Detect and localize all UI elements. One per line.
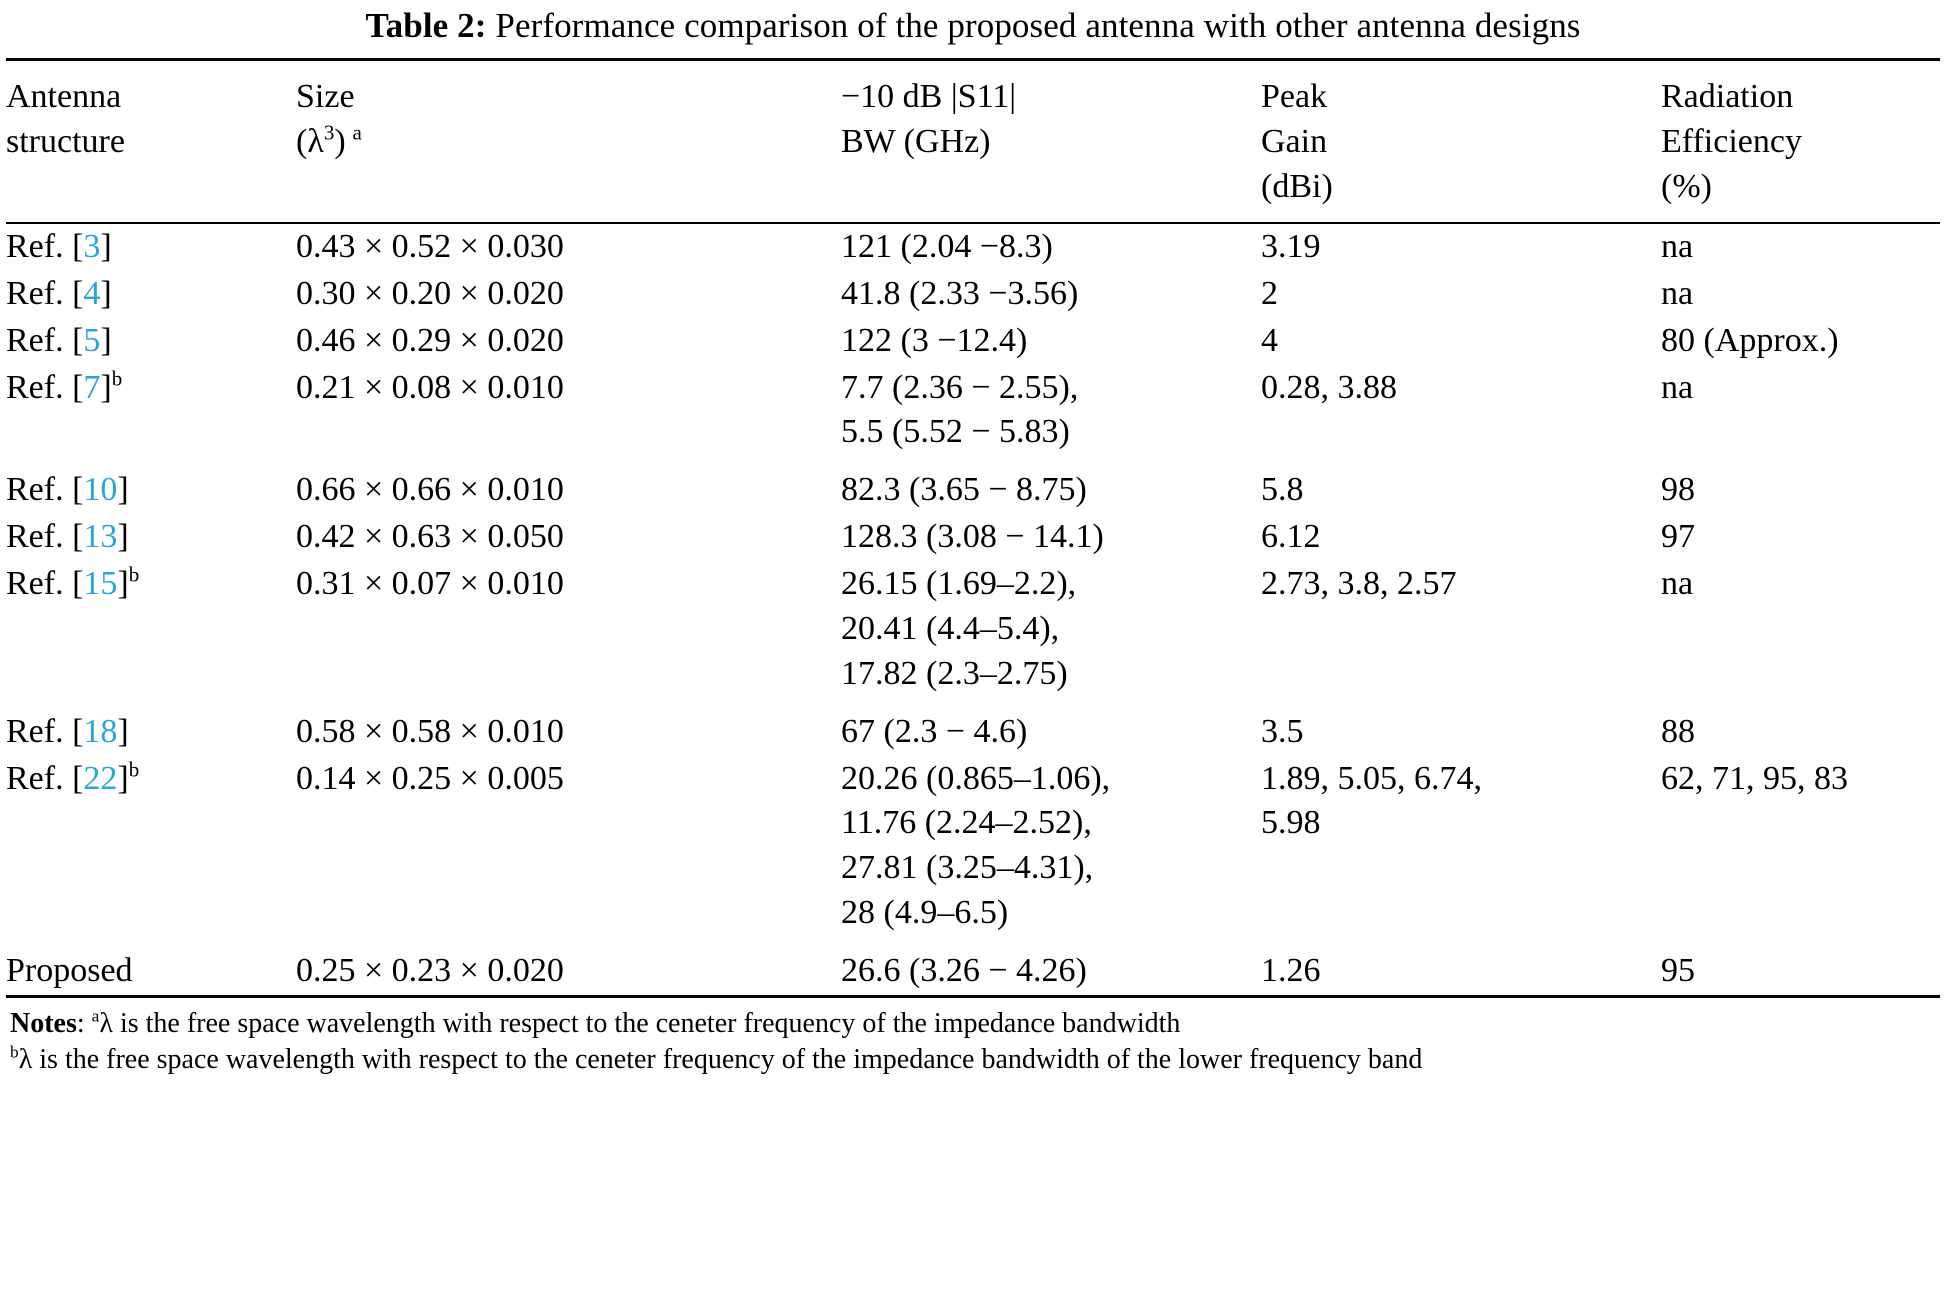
cell-peak-gain [1261,709,1661,756]
cell-radiation-efficiency [1661,271,1940,318]
cell-bandwidth-line: 5.5 (5.52 − 5.83) [841,413,1070,451]
cell-bandwidth [841,561,1261,709]
cell-peak-gain [1261,271,1661,318]
header-bandwidth: −10 dB |S11| BW (GHz) [841,78,1017,161]
header-radiation-efficiency: Radiation Efficiency (%) [1661,78,1802,205]
cell-bandwidth [841,514,1261,561]
cell-antenna-structure [6,467,296,514]
cell-bandwidth-line: 26.6 (3.26 − 4.26) [841,952,1087,989]
cell-size [296,948,841,995]
cell-bandwidth-line: 122 (3 −12.4) [841,321,1028,359]
cell-antenna-structure [6,224,296,271]
cell-size-line: 0.46 × 0.29 × 0.020 [296,321,564,359]
cell-size-line: 0.43 × 0.52 × 0.030 [296,227,564,265]
note-line-1: Notes: $^a$λ is the free space wavelength with respect to the ceneter frequency of the impedance bandwidth [10,1006,1181,1039]
ref-footnote-marker: b [111,366,123,391]
cell-size-line: 0.14 × 0.25 × 0.005 [296,759,564,797]
table-row [6,467,1940,514]
cell-peak-gain-line: 1.89, 5.05, 6.74, [1261,759,1482,797]
cell-size [296,365,841,468]
table-row [6,271,1940,318]
table-row [6,948,1940,995]
cell-bandwidth-line: 17.82 (2.3–2.75) [841,654,1068,692]
cell-radiation-efficiency [1661,514,1940,561]
cell-peak-gain-line: 3.5 [1261,712,1304,750]
table-caption [6,0,1940,58]
cell-antenna-structure [6,271,296,318]
comparison-table-body [6,224,1940,995]
cell-peak-gain-line: 5.8 [1261,471,1304,509]
cell-radiation-efficiency-line: 88 [1661,712,1695,750]
cell-bandwidth-line: 11.76 (2.24–2.52), [841,804,1092,842]
cell-antenna-structure [6,514,296,561]
ref-prefix: Ref. [ [6,368,84,406]
ref-prefix: Ref. [ [6,759,84,797]
cell-peak-gain-line: 5.98 [1261,804,1321,842]
cell-size [296,224,841,271]
ref-prefix: Ref. [ [6,565,84,602]
ref-suffix: ] [117,471,129,509]
cell-radiation-efficiency-line: na [1661,274,1694,312]
cell-bandwidth [841,948,1261,995]
cell-radiation-efficiency-line: 80 (Approx.) [1661,321,1839,359]
header-size: Size $(\lambda^3)$ $^a$ [296,78,362,161]
cell-size-line: 0.31 × 0.07 × 0.010 [296,565,564,602]
reference-link[interactable]: 15 [83,565,118,602]
cell-bandwidth-line: 67 (2.3 − 4.6) [841,712,1028,750]
reference-link[interactable]: 13 [83,518,118,556]
ref-suffix: ] [117,518,129,556]
cell-bandwidth-line: 41.8 (2.33 −3.56) [841,274,1079,312]
ref-suffix: ] [100,227,112,265]
cell-peak-gain-line: 1.26 [1261,952,1321,989]
cell-size [296,514,841,561]
cell-bandwidth [841,318,1261,365]
cell-antenna-structure [6,709,296,756]
cell-peak-gain [1261,561,1661,709]
caption-label: Table 2: [365,6,487,45]
cell-radiation-efficiency-line: na [1661,227,1694,265]
cell-radiation-efficiency-line: na [1661,565,1694,602]
cell-bandwidth-line: 128.3 (3.08 − 14.1) [841,518,1104,556]
cell-peak-gain [1261,318,1661,365]
ref-suffix: ] [117,712,129,750]
ref-prefix: Ref. [ [6,227,84,265]
cell-radiation-efficiency [1661,467,1940,514]
reference-link[interactable]: 4 [83,274,101,312]
cell-radiation-efficiency [1661,756,1940,949]
cell-peak-gain-line: 0.28, 3.88 [1261,368,1397,406]
cell-bandwidth [841,756,1261,949]
header-antenna-structure: Antenna structure [6,78,125,161]
table-row [6,318,1940,365]
cell-bandwidth [841,224,1261,271]
cell-size [296,271,841,318]
cell-size-line: 0.30 × 0.20 × 0.020 [296,274,564,312]
cell-peak-gain [1261,467,1661,514]
cell-antenna-structure: Proposed [6,952,133,989]
comparison-table [6,61,1940,222]
cell-size-line: 0.42 × 0.63 × 0.050 [296,518,564,556]
header-peak-gain: Peak Gain (dBi) [1261,78,1333,205]
cell-size [296,756,841,949]
ref-suffix: ] [100,274,112,312]
ref-footnote-marker: b [128,757,140,782]
cell-size-line: 0.25 × 0.23 × 0.020 [296,952,564,989]
cell-radiation-efficiency [1661,318,1940,365]
ref-prefix: Ref. [ [6,712,84,750]
table-header [6,61,1940,222]
cell-peak-gain-line: 2 [1261,274,1278,312]
cell-size-line: 0.66 × 0.66 × 0.010 [296,471,564,509]
cell-bandwidth [841,709,1261,756]
ref-prefix: Ref. [ [6,321,84,359]
caption-text: Performance comparison of the proposed antenna with other antenna designs [495,6,1581,45]
table-row [6,514,1940,561]
cell-bandwidth-line: 121 (2.04 −8.3) [841,227,1053,265]
cell-peak-gain [1261,224,1661,271]
cell-radiation-efficiency-line: 62, 71, 95, 83 [1661,759,1848,797]
reference-link[interactable]: 10 [83,471,118,509]
cell-bandwidth-line: 7.7 (2.36 − 2.55), [841,368,1079,406]
cell-radiation-efficiency [1661,365,1940,468]
cell-peak-gain [1261,365,1661,468]
cell-bandwidth [841,365,1261,468]
reference-link[interactable]: 5 [83,321,101,359]
cell-size [296,561,841,709]
cell-antenna-structure [6,756,296,949]
note-line-2: $^b$λ is the free space wavelength with respect to the ceneter frequency of the impedance bandwidth of the lower frequency band [10,1042,1423,1076]
cell-radiation-efficiency [1661,709,1940,756]
cell-peak-gain-line: 4 [1261,321,1278,359]
cell-radiation-efficiency-line: 97 [1661,518,1695,556]
table-row [6,709,1940,756]
cell-radiation-efficiency-line: na [1661,368,1694,406]
cell-peak-gain [1261,756,1661,949]
cell-bandwidth [841,467,1261,514]
ref-suffix: ] [100,368,112,406]
table-row [6,756,1940,949]
cell-radiation-efficiency [1661,561,1940,709]
ref-prefix: Ref. [ [6,518,84,556]
ref-suffix: ] [117,759,129,797]
cell-peak-gain-line: 2.73, 3.8, 2.57 [1261,565,1457,602]
cell-radiation-efficiency [1661,224,1940,271]
reference-link[interactable]: 22 [83,759,118,797]
cell-bandwidth [841,271,1261,318]
cell-peak-gain-line: 6.12 [1261,518,1321,556]
reference-link[interactable]: 7 [83,368,101,406]
cell-peak-gain [1261,514,1661,561]
table-row [6,224,1940,271]
table-row [6,561,1940,709]
cell-antenna-structure [6,365,296,468]
header-row [6,61,1940,222]
table-body [6,224,1940,995]
cell-bandwidth-line: 20.41 (4.4–5.4), [841,609,1060,647]
cell-bandwidth-line: 27.81 (3.25–4.31), [841,849,1094,887]
cell-bandwidth-line: 26.15 (1.69–2.2), [841,565,1077,602]
table-row [6,365,1940,468]
cell-radiation-efficiency [1661,948,1940,995]
cell-size-line: 0.58 × 0.58 × 0.010 [296,712,564,750]
cell-radiation-efficiency-line: 98 [1661,471,1695,509]
ref-prefix: Ref. [ [6,274,84,312]
cell-bandwidth-line: 28 (4.9–6.5) [841,894,1009,932]
cell-bandwidth-line: 20.26 (0.865–1.06), [841,759,1111,797]
ref-suffix: ] [117,565,129,602]
cell-size-line: 0.21 × 0.08 × 0.010 [296,368,564,406]
cell-peak-gain-line: 3.19 [1261,227,1321,265]
reference-link[interactable]: 18 [83,712,118,750]
cell-antenna-structure [6,561,296,709]
cell-antenna-structure [6,318,296,365]
cell-radiation-efficiency-line: 95 [1661,952,1695,989]
ref-footnote-marker: b [128,562,140,587]
reference-link[interactable]: 3 [83,227,101,265]
ref-suffix: ] [100,321,112,359]
cell-size [296,318,841,365]
cell-peak-gain [1261,948,1661,995]
cell-size [296,709,841,756]
table-notes [6,998,1940,1083]
ref-prefix: Ref. [ [6,471,84,509]
cell-bandwidth-line: 82.3 (3.65 − 8.75) [841,471,1087,509]
cell-size [296,467,841,514]
